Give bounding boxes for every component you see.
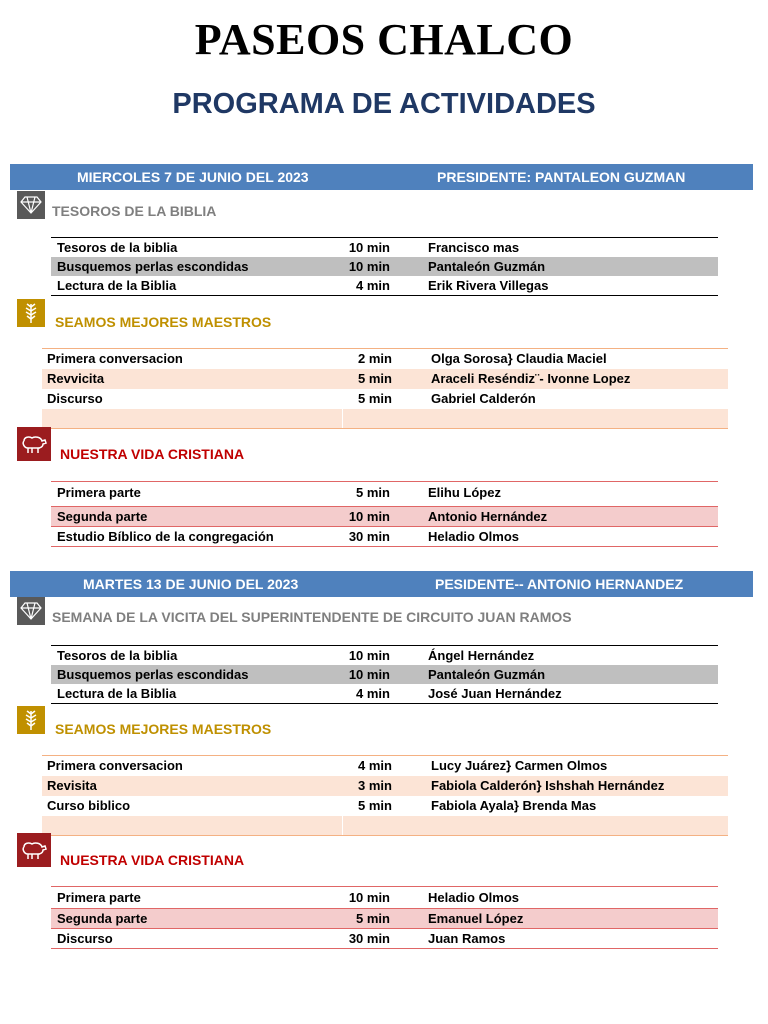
table-row: Tesoros de la biblia 10 min Francisco mas (57, 240, 520, 255)
table-row: Primera parte 10 min Heladio Olmos (57, 890, 520, 905)
table-row: Primera parte 5 min Elihu López (57, 485, 501, 500)
table-row: Segunda parte 5 min Emanuel López (51, 908, 718, 929)
wheat-icon (17, 706, 45, 734)
wheat-icon (17, 299, 45, 327)
week-1-tesoros-table (51, 237, 718, 296)
week-2-vida-table (51, 886, 718, 949)
week-2-tesoros-table (51, 645, 718, 704)
week-1-vida-table (51, 481, 718, 547)
week-2-maestros-table (42, 755, 728, 836)
week-1-maestros-title: SEAMOS MEJORES MAESTROS (55, 314, 272, 330)
week-2-date: MARTES 13 DE JUNIO DEL 2023 (83, 576, 299, 592)
table-row: Primera conversacion 4 min Lucy Juárez} Carmen Olmos (47, 758, 608, 773)
week-1-header (10, 164, 753, 190)
week-1-tesoros-title: TESOROS DE LA BIBLIA (52, 203, 217, 219)
week-2-maestros-title: SEAMOS MEJORES MAESTROS (55, 721, 272, 737)
table-row: Lectura de la Biblia 4 min José Juan Hernández (57, 686, 562, 701)
table-row: Tesoros de la biblia 10 min Ángel Hernández (57, 648, 535, 663)
table-row: Busquemos perlas escondidas 10 min Pantaleón Guzmán (51, 665, 718, 684)
week-1-vida-title: NUESTRA VIDA CRISTIANA (60, 446, 245, 462)
empty-row (42, 409, 728, 429)
table-row: Busquemos perlas escondidas 10 min Pantaleón Guzmán (51, 257, 718, 276)
week-1-date: MIERCOLES 7 DE JUNIO DEL 2023 (77, 169, 309, 185)
week-2-tesoros-title: SEMANA DE LA VICITA DEL SUPERINTENDENTE DE CIRCUITO JUAN RAMOS (52, 609, 572, 625)
week-2-header (10, 571, 753, 597)
week-1-president: PRESIDENTE: PANTALEON GUZMAN (437, 169, 686, 185)
empty-row (42, 816, 728, 836)
sheep-icon (17, 427, 51, 461)
page-subtitle: PROGRAMA DE ACTIVIDADES (172, 88, 596, 120)
table-row: Lectura de la Biblia 4 min Erik Rivera Villegas (57, 278, 549, 293)
table-row: Revvicita 5 min Araceli Reséndiz¨- Ivonne Lopez (42, 369, 728, 389)
table-row: Estudio Bíblico de la congregación 30 min Heladio Olmos (57, 529, 520, 544)
table-row: Revisita 3 min Fabiola Calderón} Ishshah Hernández (42, 776, 728, 796)
table-row: Curso biblico 5 min Fabiola Ayala} Brenda Mas (47, 798, 597, 813)
diamond-icon (17, 191, 45, 219)
week-1-maestros-table (42, 348, 728, 429)
diamond-icon (17, 597, 45, 625)
table-row: Segunda parte 10 min Antonio Hernández (51, 506, 718, 527)
sheep-icon (17, 833, 51, 867)
week-2-vida-title: NUESTRA VIDA CRISTIANA (60, 852, 245, 868)
table-row: Discurso 30 min Juan Ramos (57, 931, 506, 946)
week-2-president: PESIDENTE-- ANTONIO HERNANDEZ (435, 576, 684, 592)
table-row: Discurso 5 min Gabriel Calderón (47, 391, 536, 406)
table-row: Primera conversacion 2 min Olga Sorosa} Claudia Maciel (47, 351, 607, 366)
page-title: PASEOS CHALCO (194, 15, 574, 64)
